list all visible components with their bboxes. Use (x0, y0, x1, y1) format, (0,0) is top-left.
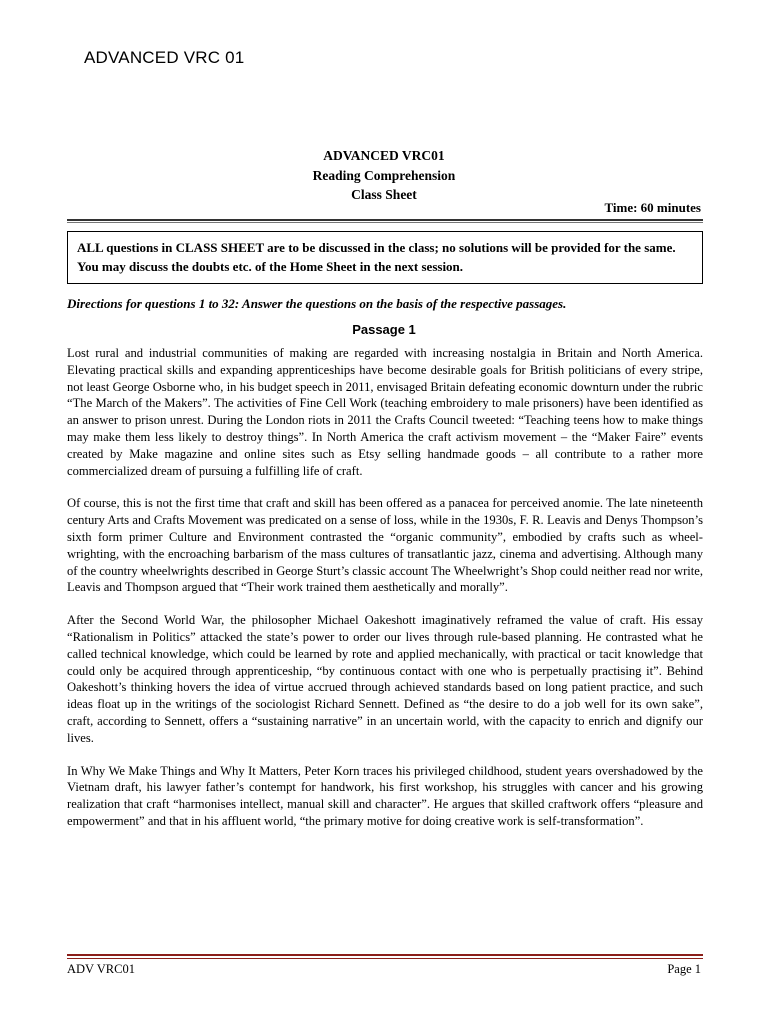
passage-heading: Passage 1 (352, 322, 416, 337)
class-sheet-notice: ALL questions in CLASS SHEET are to be discussed in the class; no solutions will be provided for the same. You may discuss the doubts etc. of the Home Sheet in the next session. (67, 231, 703, 284)
passage-paragraph: Lost rural and industrial communities of making are regarded with increasing nostalgia in Britain and North America. Elevating practical skills and expanding apprenticeships have become desirable goals for British politicians of every stripe, not least George Osborne who, in his budget speech in 2011, envisaged Britain defeating economic downturn under the rubric “The March of the Makers”. The activities of Fine Cell Work (teaching embroidery to male prisoners) have been identified as an answer to prison unrest. During the London riots in 2011 the Crafts Council tweeted: “Teaching teens how to make things may make them less likely to destroy things”. In North America the craft activism movement – the “Maker Faire” events created by Make magazine and online sites such as Etsy selling handmade goods – all contribute to a rather more commercialized dream of pursuing a fulfilling life of craft. (67, 346, 703, 478)
footer-page-number: Page 1 (667, 962, 701, 976)
document-header-title: ADVANCED VRC 01 (84, 48, 245, 67)
title-line-2: Reading Comprehension (312, 167, 456, 183)
passage-paragraph: In Why We Make Things and Why It Matters, Peter Korn traces his privileged childhood, student years overshadowed by the Vietnam draft, his lawyer father’s contempt for handwork, his first workshop, his struggles with cancer and his growing realization that craft “harmonises intellect, manual skill and character”. He argues that skilled craftwork offers “pleasure and empowerment” and that in his affluent world, “the primary motive for doing creative work is self-transformation”. (67, 763, 703, 828)
title-line-3: Class Sheet (351, 187, 417, 202)
passage-body (67, 345, 703, 846)
title-block (0, 146, 768, 205)
time-limit: Time: 60 minutes (604, 200, 701, 215)
footer-divider (67, 954, 703, 959)
header-divider (67, 219, 703, 223)
directions-text: Directions for questions 1 to 32: Answer the questions on the basis of the respective passages. (67, 296, 567, 311)
passage-paragraph: Of course, this is not the first time that craft and skill has been offered as a panacea for perceived anomie. The late nineteenth century Arts and Crafts Movement was predicated on a sense of loss, while in the 1930s, F. R. Leavis and Denys Thompson’s sixth form primer Culture and Environment contrasted the “organic community”, embodied by crafts such as wheel-wrighting, with the encroaching barbarism of the mass cultures of transatlantic jazz, cinema and advertising. Although many of the country wheelwrights described in George Sturt’s classic account The Wheelwright’s Shop could neither read nor write, Leavis and Thompson argued that “Their work trained them aesthetically and morally”. (67, 496, 703, 595)
title-line-1: ADVANCED VRC01 (323, 148, 445, 163)
passage-paragraph: After the Second World War, the philosopher Michael Oakeshott imaginatively reframed the value of craft. His essay “Rationalism in Politics” attacked the state’s power to order our lives through rule-based planning. He contrasted what he called technical knowledge, which could be learned by rote and applied mechanically, with practical or tacit knowledge that could only be acquired through apprenticeship, “by continuous contact with one who is perpetually practising it”. Behind Oakeshott’s thinking hovers the idea of virtue accrued through achieved standards based on long patient practice, and such ideas float up in the writings of the sociologist Richard Sennett. Defined as “the desire to do a job well for its own sake”, craft, according to Sennett, offers a “sustaining narrative” in an uncertain world, with the capacity to enrich and dignify our lives. (67, 613, 703, 745)
footer-doc-code: ADV VRC01 (67, 962, 135, 976)
